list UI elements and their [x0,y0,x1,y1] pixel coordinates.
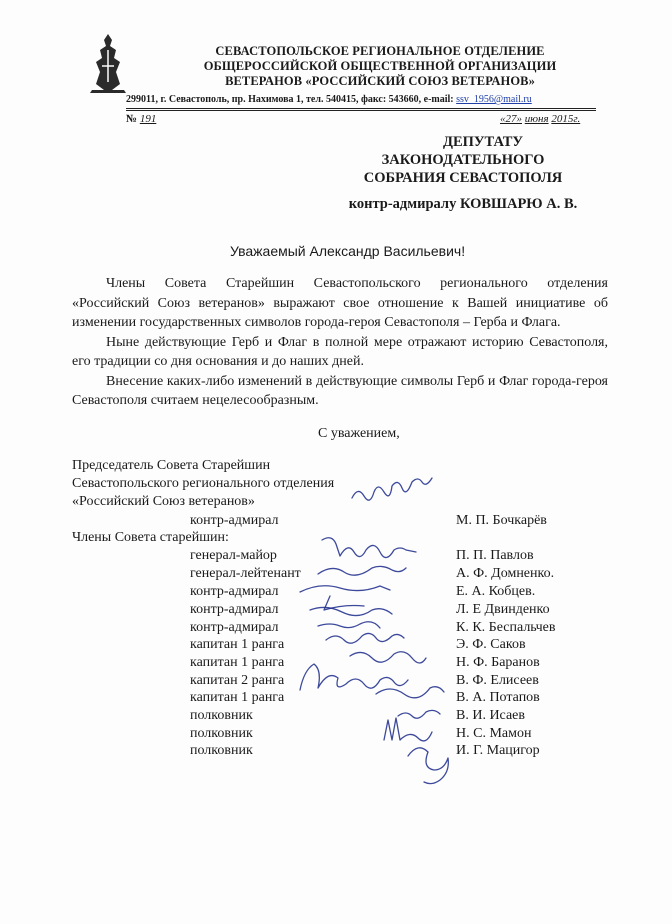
member-rank: генерал-майор [190,548,277,563]
member-name: Л. Е Двинденко [456,602,550,617]
member-rank: капитан 1 ранга [190,637,285,652]
member-row [0,655,672,673]
member-row [0,743,672,761]
member-rank: генерал-лейтенант [190,566,301,581]
member-rank: контр-адмирал [190,620,279,635]
member-row [0,584,672,602]
member-rank: капитан 1 ранга [190,655,285,670]
addressee-line-2: ЗАКОНОДАТЕЛЬНОГО [381,152,545,168]
paragraph: Члены Совета Старейшин Севастопольского регионального отделения «Российский Союз ветеранов» выражают свое отношение к Вашей инициативе об изменении государственных символов города-героя Севастополя – Герба и Флага. [72,276,608,330]
member-row [0,690,672,708]
salutation: Уважаемый Александр Васильевич! [230,243,466,259]
date-year: 2015г. [551,113,581,125]
chairman-title-line-3: «Российский Союз ветеранов» [72,494,255,509]
member-name: Е. А. Кобцев. [456,584,536,599]
number-value: 191 [139,113,157,125]
member-row [0,602,672,620]
member-row [0,673,672,691]
member-name: В. А. Потапов [456,690,540,705]
member-rank: полковник [190,743,253,758]
addressee-line-3: СОБРАНИЯ СЕВАСТОПОЛЯ [363,170,563,186]
addressee-line-4: контр-адмиралу КОВШАРЮ А. В. [348,196,578,212]
member-rank: полковник [190,708,253,723]
addressee-line-1: ДЕПУТАТУ [442,134,524,150]
members-label: Члены Совета старейшин: [72,530,229,545]
member-row [0,548,672,566]
number-label: № [126,113,138,125]
date-month: июня [524,113,549,125]
date-day: «27» [500,113,522,125]
member-name: Н. С. Мамон [456,726,532,741]
org-name-line-3: ВЕТЕРАНОВ «РОССИЙСКИЙ СОЮЗ ВЕТЕРАНОВ» [225,74,535,88]
email-link[interactable]: ssv_1956@mail.ru [456,94,532,105]
chairman-title-line-1: Председатель Совета Старейшин [72,458,271,473]
chairman-title-line-2: Севастопольского регионального отделения [72,476,335,491]
member-name: А. Ф. Домненко. [456,566,555,581]
member-name: Н. Ф. Баранов [456,655,540,670]
member-row [0,726,672,744]
address-text: 299011, г. Севастополь, пр. Нахимова 1, тел. 540415, факс: 543660, e-mail: [126,94,454,105]
org-address [126,94,596,105]
member-rank: контр-адмирал [190,584,279,599]
org-name-line-2: ОБЩЕРОССИЙСКОЙ ОБЩЕСТВЕННОЙ ОРГАНИЗАЦИИ [203,59,557,73]
document-date [500,113,580,125]
letter-body [72,274,608,411]
member-row [0,708,672,726]
member-name: К. К. Беспальчев [456,620,556,635]
member-name: В. Ф. Елисеев [456,673,539,688]
member-name: Э. Ф. Саков [456,637,526,652]
paragraph: Ныне действующие Герб и Флаг в полной мере отражают историю Севастополя, его традиции со дня основания и до наших дней. [72,334,608,369]
member-row [0,637,672,655]
chairman-row [0,513,672,531]
paragraph: Внесение каких-либо изменений в действующие символы Герб и Флаг города-героя Севастополя считаем нецелесообразным. [72,373,608,408]
member-rank: полковник [190,726,253,741]
header-divider [126,108,596,109]
member-rank: капитан 2 ранга [190,673,285,688]
member-name: И. Г. Мацигор [456,743,540,758]
member-name: В. И. Исаев [456,708,525,723]
closing: С уважением, [318,426,400,441]
member-rank: контр-адмирал [190,602,279,617]
header-divider-2 [126,110,596,111]
document-number [126,113,156,125]
member-name: П. П. Павлов [456,548,534,563]
signature-bochkarev [352,478,432,500]
member-row [0,566,672,584]
org-name-line-1: СЕВАСТОПОЛЬСКОЕ РЕГИОНАЛЬНОЕ ОТДЕЛЕНИЕ [215,44,545,58]
veterans-emblem-icon [86,32,130,94]
chairman-rank: контр-адмирал [190,513,279,528]
member-rank: капитан 1 ранга [190,690,285,705]
chairman-name: М. П. Бочкарёв [456,513,547,528]
member-row [0,620,672,638]
